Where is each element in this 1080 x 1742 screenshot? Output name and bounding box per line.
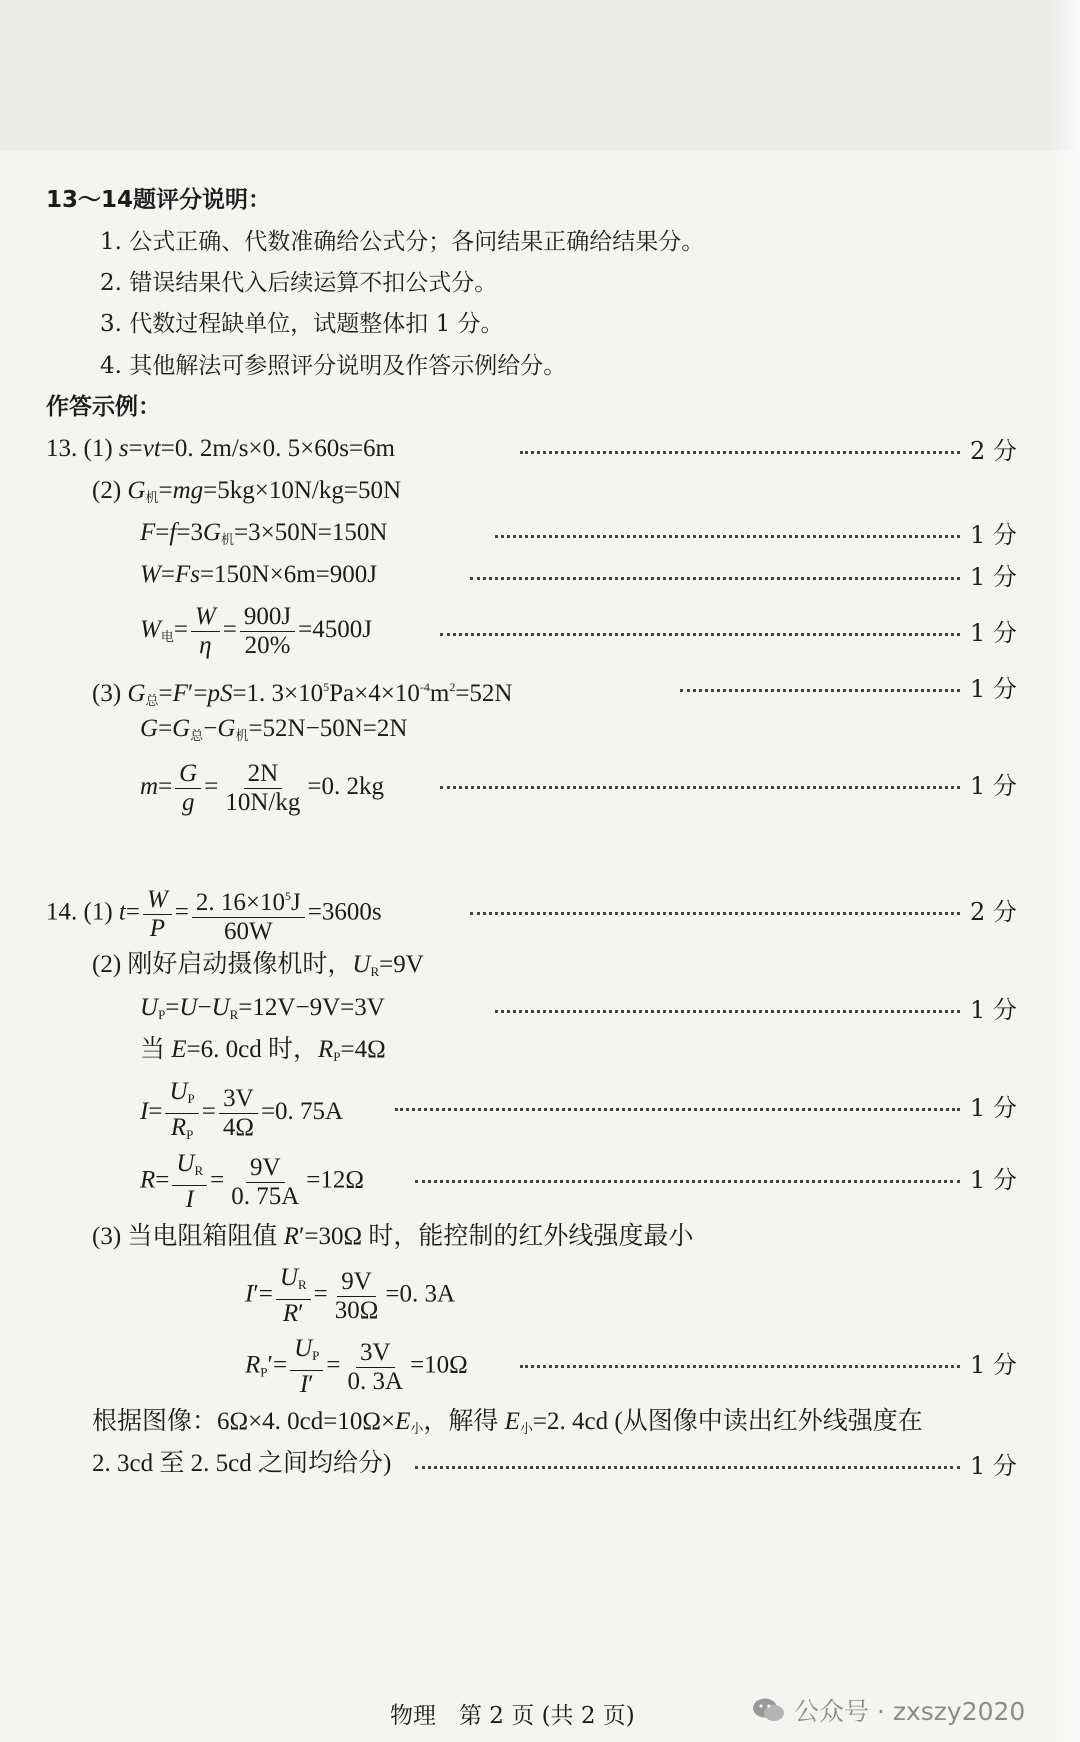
score-14-1: 2 分: [970, 898, 1017, 926]
watermark-text: 公众号 · zxszy2020: [794, 1697, 1026, 1726]
leader-dots: [495, 1010, 960, 1017]
q13-part2-line3: W=Fs=150N×6m=900J: [140, 561, 377, 588]
q13-part2-line2: $F=f=3G_机=3\times 50N=150N$: [140, 519, 388, 547]
score-14-2e: 1 分: [970, 1166, 1017, 1194]
q13-part3-line1: (3) $G_总=F'=pS=1$. $3\times 10^5Pa\times 4\times 10^{-4}m^2=52N$: [92, 680, 513, 708]
scan-top-shade: [0, 0, 1080, 150]
leader-dots: [470, 912, 960, 919]
leader-dots: [415, 1180, 960, 1187]
q13-part2-line1: (2) $G_机=mg=5kg\times 10N/kg=50N$: [92, 477, 402, 505]
q13-part2-line4: $W_电=$ $\frac{W}{\eta}$ = $\frac{900J}{20\%}$ =4500J: [140, 602, 372, 659]
score-14-final: 1 分: [970, 1452, 1017, 1480]
leader-dots: [395, 1108, 960, 1115]
rule-2: 2. 错误结果代入后续运算不扣公式分。: [100, 270, 498, 296]
q13-part3-line2: $G=G_总-G_机=52N-50N=2N$: [140, 715, 408, 743]
q14-part3-line2: I′= $\frac{U_R}{R'}$ = $\frac{9V}{30\Omega}$ =0. 3A: [245, 1264, 455, 1327]
watermark: [752, 1692, 1025, 1728]
leader-dots: [680, 689, 960, 696]
score-14-2b: 1 分: [970, 996, 1017, 1024]
scoring-heading: 13～14题评分说明：: [46, 187, 272, 213]
score-14-3c: 1 分: [970, 1351, 1017, 1379]
score-13-3c: 1 分: [970, 772, 1017, 800]
q14-part2-line3: 当 E=6. 0cd 时，$R_P=4\Omega$: [140, 1036, 386, 1064]
score-13-2d: 1 分: [970, 619, 1017, 647]
leader-dots: [495, 535, 960, 542]
wechat-icon: [752, 1697, 786, 1723]
score-13-1: 2 分: [970, 437, 1017, 465]
scan-edge: [1050, 0, 1080, 1742]
q14-final-line1: 根据图像：6Ω×4. $0cd=10\Omega\times E_小$，解得 $E_小=2$. 4cd (从图像中读出红外线强度在: [92, 1408, 923, 1436]
leader-dots: [520, 1365, 960, 1372]
q14-part1: 14. (1) t= $\frac{W}{P}$ = $\frac{2. 16\times 10^5J}{60W}$ =3600s: [46, 882, 382, 946]
leader-dots: [440, 633, 960, 640]
rule-1: 1. 公式正确、代数准确给公式分；各问结果正确给结果分。: [100, 229, 705, 255]
q14-part3-line3: $R_P'=$ $\frac{U_P}{I'}$ = $\frac{3V}{0. 3A}$ =10Ω: [245, 1335, 468, 1398]
score-13-2c: 1 分: [970, 563, 1017, 591]
q14-part3-line1: (3) 当电阻箱阻值 R′=30Ω 时，能控制的红外线强度最小: [92, 1223, 694, 1250]
leader-dots: [415, 1466, 960, 1473]
score-13-2b: 1 分: [970, 521, 1017, 549]
q13-part1: 13. (1) s=vt=0. 2m/s×0. 5×60s=6m: [46, 435, 395, 462]
q14-part2-line4: I= $\frac{U_P}{R_P}$ = $\frac{3V}{4\Omega}$ =0. 75A: [140, 1078, 344, 1142]
q14-part2-line2: $U_P=U-U_R=12V-9V=3V$: [140, 994, 385, 1022]
score-13-3a: 1 分: [970, 675, 1017, 703]
q14-final-line2: 2. 3cd 至 2. 5cd 之间均给分): [92, 1450, 392, 1477]
q14-part2-line1: (2) 刚好启动摄像机时，$U_R=9V$: [92, 951, 424, 979]
examples-heading: 作答示例：: [46, 394, 161, 420]
q14-part2-line5: R= $\frac{U_R}{I}$ = $\frac{9V}{0. 75A}$ =12Ω: [140, 1150, 364, 1213]
leader-dots: [470, 577, 960, 584]
rule-3: 3. 代数过程缺单位，试题整体扣 1 分。: [100, 311, 504, 337]
page-footer: 物理 第 2 页 (共 2 页): [390, 1703, 635, 1729]
rule-4: 4. 其他解法可参照评分说明及作答示例给分。: [100, 353, 567, 379]
q13-part3-line3: m= $\frac{G}{g}$ = $\frac{2N}{10N/kg}$ =0. 2kg: [140, 759, 384, 816]
leader-dots: [440, 786, 960, 793]
score-14-2d: 1 分: [970, 1094, 1017, 1122]
leader-dots: [520, 451, 960, 458]
